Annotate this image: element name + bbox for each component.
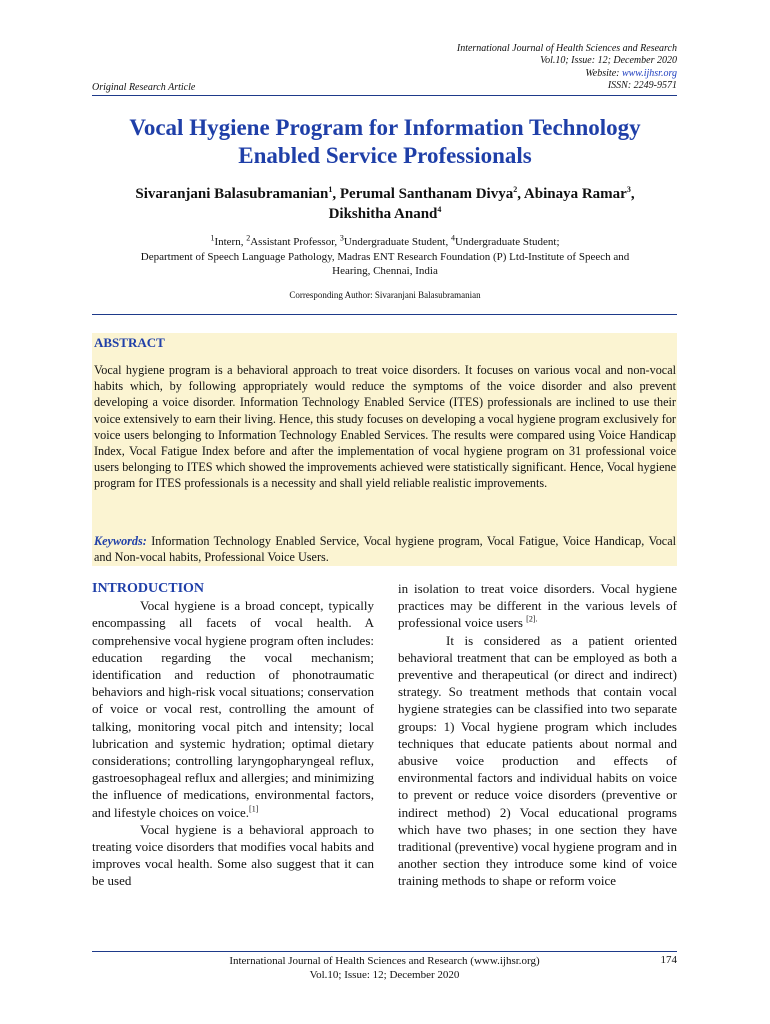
journal-name: International Journal of Health Sciences and Research	[456, 43, 677, 54]
footer-journal: International Journal of Health Sciences and Research (www.ijhsr.org)	[229, 955, 540, 967]
header-divider	[92, 95, 677, 96]
affil-role: Assistant Professor,	[250, 236, 340, 248]
affil-role: Intern,	[214, 236, 247, 248]
author-affil-mark: 1	[328, 185, 333, 194]
article-type: Original Research Article	[92, 82, 196, 93]
journal-website	[457, 68, 677, 80]
paper-title	[80, 114, 690, 170]
author-name: Sivaranjani Balasubramanian	[135, 186, 329, 202]
abstract-text: Vocal hygiene program is a behavioral approach to treat voice disorders. It focuses on various vocal and non-vocal habits which, by following appropriately would reduce the symptoms of the voice disorder and also prevent developing a voice disorder. Information Technology Enabled Service (ITES) professionals are inclined to use their voice extensively to earn their living. Hence, this study focuses on developing a vocal hygiene program exclusively for voice users belonging to Information Technology Enabled Services. The results were compared using Voice Handicap Index, Vocal Fatigue Index before and after the implementation of vocal hygiene program on 31 professional voice users belonging to ITES which showed the improvements achieved were statistically significant. Hence, Vocal hygiene program for ITES professionals is a necessity and shall yield reliable realistic improvements.	[94, 363, 676, 491]
page-footer	[92, 954, 677, 982]
website-label: Website:	[585, 67, 622, 79]
affiliation-department: Department of Speech Language Pathology, Madras ENT Research Foundation (P) Ltd-Institute of Speech and	[140, 250, 630, 263]
affil-mark: 2	[246, 233, 251, 243]
author-list: Sivaranjani Balasubramanian$^1$, Perumal Santhanam Divya$^2$, Abinaya Ramar$^3$, Dikshitha Anand$^4$	[135, 185, 635, 222]
author-affil-mark: 2	[513, 185, 518, 194]
website-link[interactable]: www.ijhsr.org	[621, 67, 677, 79]
intro-paragraph-1	[92, 597, 374, 821]
author-name: Dikshitha Anand	[328, 206, 438, 222]
citation: [1]	[249, 804, 259, 814]
author-affil-mark: 4	[437, 205, 442, 214]
author-affil-mark: 3	[626, 185, 631, 194]
journal-volume: Vol.10; Issue: 12; December 2020	[540, 55, 677, 67]
affiliation-location: Hearing, Chennai, India	[332, 265, 438, 277]
affil-mark: 3	[339, 233, 344, 243]
author-name: Abinaya Ramar	[523, 186, 627, 202]
paragraph-text: in isolation to treat voice disorders. Vocal hygiene practices may be different in the various levels of professional voice users	[398, 581, 677, 631]
right-column	[398, 580, 677, 890]
footer-divider	[92, 951, 677, 952]
journal-header	[457, 43, 677, 93]
intro-paragraph-2: Vocal hygiene is a behavioral approach to treating voice disorders that modifies vocal habits and improves vocal health. Some also suggest that it can be used	[92, 821, 374, 889]
abstract-heading: ABSTRACT	[94, 335, 165, 350]
left-column	[92, 580, 374, 890]
intro-paragraph-3: It is considered as a patient oriented behavioral treatment that can be employed as both a preventive and therapeutical (or direct and indirect) strategy. So treatment methods that contain vocal hygiene strategies can be classified into two separate groups: 1) Vocal hygiene program which includes techniques that educate patients about normal and abusive voice production and effects of environmental factors and individual habits on voice to prevent or reduce voice disorders (preventive or indirect method) 2) Vocal educational programs which have two phases; in one section they have traditional (preventive) vocal hygiene program and in another section they introduce some kind of voice training methods to shape or reform voice	[398, 632, 677, 889]
page-number: 174	[660, 954, 677, 966]
section-heading-introduction: INTRODUCTION	[92, 581, 205, 596]
keywords-label: Keywords:	[94, 534, 147, 548]
affil-mark: 1	[210, 233, 215, 243]
affil-role: Undergraduate Student,	[343, 236, 451, 248]
affil-mark: 4	[450, 233, 455, 243]
footer-volume: Vol.10; Issue: 12; December 2020	[309, 969, 460, 981]
intro-paragraph-2-cont	[398, 580, 677, 632]
title-line-1: Vocal Hygiene Program for Information Technology	[129, 115, 641, 140]
paragraph-text: Vocal hygiene is a broad concept, typically encompassing all facets of vocal health. A comprehensive vocal hygiene program often includes: education regarding the vocal mechanism; identification and reduction of phonotraumatic behaviors and high-risk vocal situations; conservation of voice or vocal rest, controlling the amount of talking, monitoring vocal pitch and intensity; local lubrication and systemic hydration; optimal dietary considerations; controlling laryngopharyngeal reflux, gastroesophageal reflux and allergies; and minimizing the influence of medications, environmental factors, and lifestyle choices on voice.	[92, 598, 374, 820]
author-name: Perumal Santhanam Divya	[339, 186, 514, 202]
keywords	[94, 533, 676, 565]
corresponding-author: Corresponding Author: Sivaranjani Balasubramanian	[289, 290, 481, 300]
citation: [2].	[526, 615, 538, 625]
affiliations	[80, 235, 690, 279]
affil-role: Undergraduate Student;	[454, 236, 560, 248]
abstract-divider	[92, 314, 677, 315]
journal-issn: ISSN: 2249-9571	[607, 80, 677, 92]
keywords-text: Information Technology Enabled Service, Vocal hygiene program, Vocal Fatigue, Voice Handicap, Vocal and Non-vocal habits, Professional Voice Users.	[94, 534, 676, 565]
affiliation-roles	[80, 235, 690, 250]
title-line-2: Enabled Service Professionals	[238, 143, 532, 168]
